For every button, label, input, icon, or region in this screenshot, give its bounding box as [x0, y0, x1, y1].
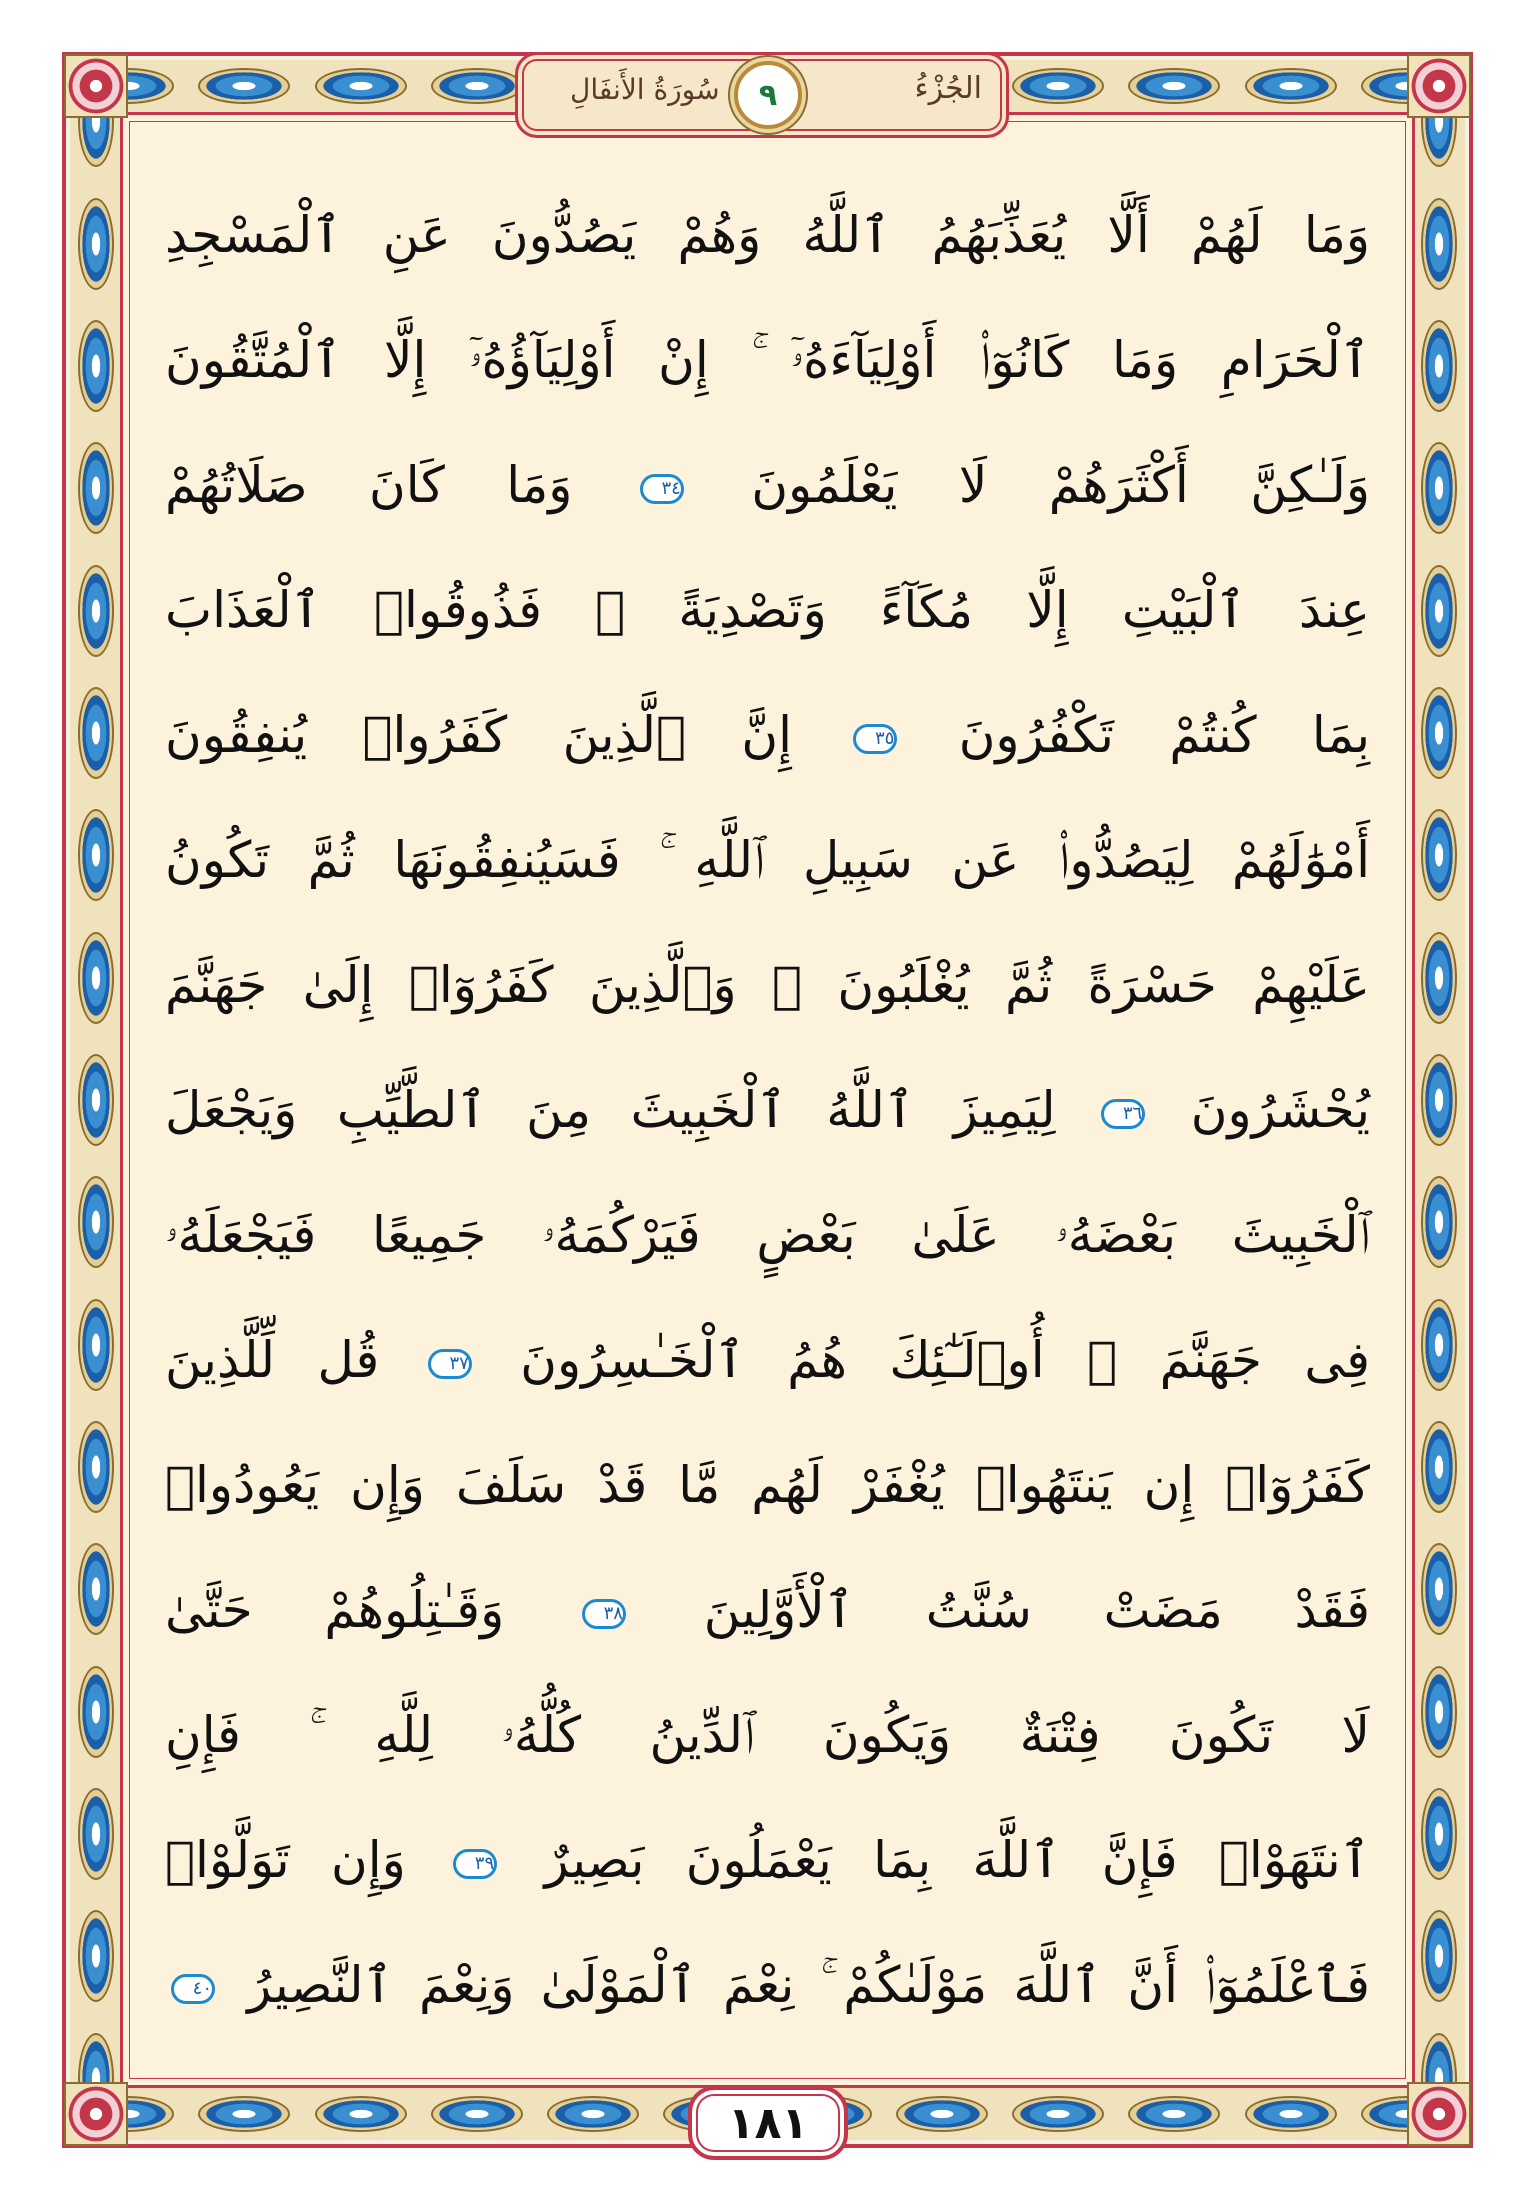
border-medallion [78, 1054, 114, 1146]
border-medallion [78, 932, 114, 1024]
border-medallion [78, 1176, 114, 1268]
corner-ornament-top-left [64, 54, 128, 118]
border-medallion [1421, 1910, 1457, 2002]
text-line [165, 1060, 1370, 1160]
border-medallion [1245, 2096, 1337, 2132]
border-medallion [78, 809, 114, 901]
verse-text: إِنَّ ٱلَّذِينَ كَفَرُوا۟ يُنفِقُونَ [165, 706, 792, 764]
verse-text: عَلَيْهِمْ حَسْرَةً ثُمَّ يُغْلَبُونَ ۗ وَٱلَّذِينَ كَفَرُوٓا۟ إِلَىٰ جَهَنَّمَ [165, 956, 1370, 1014]
text-line [165, 685, 1370, 785]
ayah-number-marker: ٣٥ [853, 724, 897, 754]
border-medallion [1421, 1054, 1457, 1146]
text-line [165, 1560, 1370, 1660]
border-medallion [78, 1910, 114, 2002]
border-medallion [78, 1299, 114, 1391]
juz-label: الجُزْءُ [914, 71, 982, 106]
ayah-number-marker: ٣٦ [1101, 1099, 1145, 1129]
verse-text: وَإِن تَوَلَّوْا۟ [165, 1831, 406, 1889]
ayah-number-marker: ٣٤ [640, 474, 684, 504]
border-medallion [1421, 198, 1457, 290]
border-medallion [315, 2096, 407, 2132]
text-line [165, 1685, 1370, 1785]
border-medallion [1421, 565, 1457, 657]
border-medallion [1421, 1176, 1457, 1268]
verse-text: لِيَمِيزَ ٱللَّهُ ٱلْخَبِيثَ مِنَ ٱلطَّيِّبِ وَيَجْعَلَ [165, 1081, 1056, 1139]
text-line [165, 1435, 1370, 1535]
border-medallion [431, 68, 523, 104]
border-medallion [1421, 1299, 1457, 1391]
border-medallion [78, 1421, 114, 1513]
border-medallion [78, 442, 114, 534]
border-medallion [1421, 1788, 1457, 1880]
verse-text: فِى جَهَنَّمَ ۚ أُو۟لَـٰٓئِكَ هُمُ ٱلْخَـٰسِرُونَ [520, 1331, 1370, 1389]
verse-text: ٱلْخَبِيثَ بَعْضَهُۥ عَلَىٰ بَعْضٍ فَيَرْكُمَهُۥ جَمِيعًا فَيَجْعَلَهُۥ [165, 1206, 1370, 1264]
ayah-number-marker: ٣٧ [428, 1349, 472, 1379]
text-line [165, 935, 1370, 1035]
page-number: ١٨١ [688, 2086, 848, 2160]
quran-text [165, 185, 1370, 2065]
border-medallion [1421, 442, 1457, 534]
verse-text: ٱلْحَرَامِ وَمَا كَانُوٓا۟ أَوْلِيَآءَهُۥٓ ۚ إِنْ أَوْلِيَآؤُهُۥٓ إِلَّا ٱلْمُتَّقُونَ [165, 331, 1370, 389]
text-line [165, 310, 1370, 410]
verse-text: وَمَا لَهُمْ أَلَّا يُعَذِّبَهُمُ ٱللَّهُ وَهُمْ يَصُدُّونَ عَنِ ٱلْمَسْجِدِ [165, 206, 1370, 264]
text-line [165, 435, 1370, 535]
verse-text: وَمَا كَانَ صَلَاتُهُمْ [165, 456, 573, 514]
border-medallion [78, 1543, 114, 1635]
border-left [70, 60, 122, 2140]
border-medallion [1421, 1421, 1457, 1513]
verse-text: قُل لِّلَّذِينَ [165, 1331, 380, 1389]
border-medallion [1421, 687, 1457, 779]
verse-text: ٱنتَهَوْا۟ فَإِنَّ ٱللَّهَ بِمَا يَعْمَلُونَ بَصِيرٌ [544, 1831, 1371, 1889]
verse-text: كَفَرُوٓا۟ إِن يَنتَهُوا۟ يُغْفَرْ لَهُم مَّا قَدْ سَلَفَ وَإِن يَعُودُوا۟ [165, 1456, 1370, 1514]
text-line [165, 1935, 1370, 2035]
border-medallion [78, 687, 114, 779]
border-medallion [78, 565, 114, 657]
corner-ornament-bottom-left [64, 2082, 128, 2146]
border-medallion [198, 68, 290, 104]
verse-text: فَٱعْلَمُوٓا۟ أَنَّ ٱللَّهَ مَوْلَىٰكُمْ ۚ نِعْمَ ٱلْمَوْلَىٰ وَنِعْمَ ٱلنَّصِيرُ [247, 1956, 1370, 2014]
corner-ornament-top-right [1407, 54, 1471, 118]
ayah-number-marker: ٣٩ [453, 1849, 497, 1879]
border-medallion [431, 2096, 523, 2132]
text-line [165, 810, 1370, 910]
border-medallion [198, 2096, 290, 2132]
verse-text: وَلَـٰكِنَّ أَكْثَرَهُمْ لَا يَعْلَمُونَ [751, 456, 1370, 514]
verse-text: بِمَا كُنتُمْ تَكْفُرُونَ [958, 706, 1370, 764]
text-line [165, 185, 1370, 285]
text-line [165, 1185, 1370, 1285]
border-medallion [1012, 2096, 1104, 2132]
border-medallion [1421, 932, 1457, 1024]
border-medallion [1421, 809, 1457, 901]
border-medallion [1128, 2096, 1220, 2132]
verse-text: لَا تَكُونَ فِتْنَةٌ وَيَكُونَ ٱلدِّينُ كُلُّهُۥ لِلَّهِ ۚ فَإِنِ [165, 1706, 1370, 1764]
border-medallion [78, 1666, 114, 1758]
juz-number-badge: ٩ [734, 61, 802, 129]
border-medallion [1421, 1543, 1457, 1635]
verse-text: عِندَ ٱلْبَيْتِ إِلَّا مُكَآءً وَتَصْدِيَةً ۚ فَذُوقُوا۟ ٱلْعَذَابَ [165, 581, 1370, 639]
ayah-number-marker: ٣٨ [582, 1599, 626, 1629]
text-line [165, 560, 1370, 660]
corner-ornament-bottom-right [1407, 2082, 1471, 2146]
border-medallion [78, 1788, 114, 1880]
border-medallion [315, 68, 407, 104]
border-medallion [1128, 68, 1220, 104]
verse-text: وَقَـٰتِلُوهُمْ حَتَّىٰ [165, 1581, 505, 1639]
surah-name: سُورَةُ الأَنفَالِ [570, 73, 720, 106]
border-medallion [78, 198, 114, 290]
page-header [515, 52, 1009, 138]
border-medallion [1012, 68, 1104, 104]
verse-text: يُحْشَرُونَ [1190, 1081, 1370, 1139]
text-line [165, 1810, 1370, 1910]
verse-text: فَقَدْ مَضَتْ سُنَّتُ ٱلْأَوَّلِينَ [703, 1581, 1370, 1639]
verse-text: أَمْوَٰلَهُمْ لِيَصُدُّوا۟ عَن سَبِيلِ ٱللَّهِ ۚ فَسَيُنفِقُونَهَا ثُمَّ تَكُونُ [165, 831, 1370, 889]
border-medallion [547, 2096, 639, 2132]
border-medallion [1245, 68, 1337, 104]
border-medallion [1421, 320, 1457, 412]
border-medallion [78, 320, 114, 412]
border-right [1413, 60, 1465, 2140]
text-line [165, 1310, 1370, 1410]
border-medallion [896, 2096, 988, 2132]
border-medallion [1421, 1666, 1457, 1758]
ayah-number-marker: ٤٠ [171, 1974, 215, 2004]
